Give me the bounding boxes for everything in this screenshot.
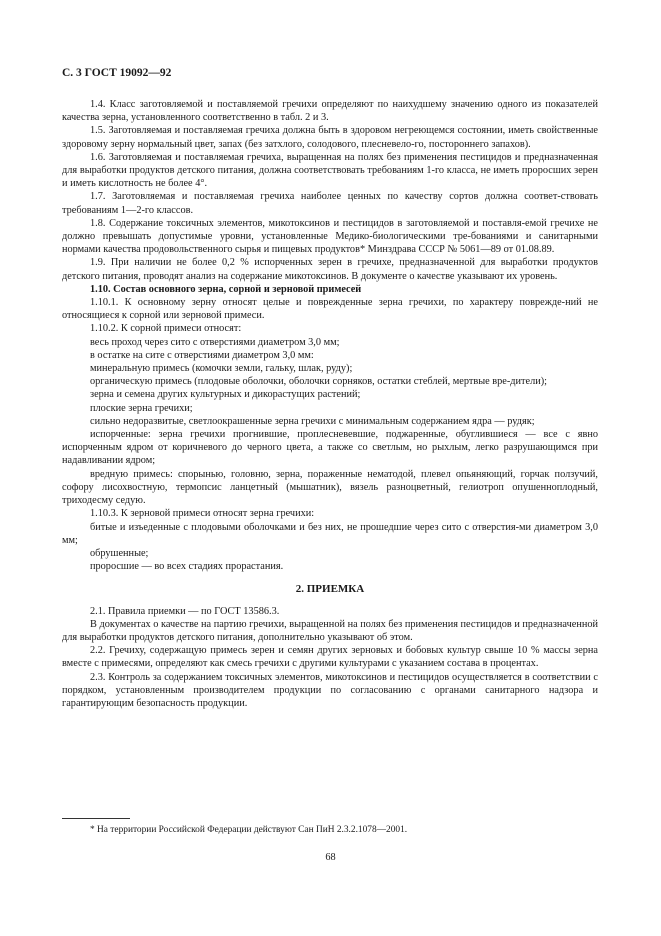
paragraph-1-8: 1.8. Содержание токсичных элементов, микотоксинов и пестицидов в заготовляемой и поставля-емой гречихе не должно превышать допустимые уровни, установленные Медико-биологическими тре-бованиями и санитарными нормами качества продовольственного сырья и пищевых продуктов* Минздрава СССР № 5061—89 от 01.08.89. [62,217,598,256]
paragraph-2-1: 2.1. Правила приемки — по ГОСТ 13586.3. [90,605,280,617]
paragraph-1-10-3: 1.10.3. К зерновой примеси относят зерна гречихи: [90,508,315,520]
running-header: С. 3 ГОСТ 19092—92 [62,67,172,79]
list-item: вредную примесь: спорынью, головню, зерна, пораженные нематодой, плевел опьяняющий, горчак ползучий, софору лисохвостную, термопсис ланцетный (мышатник), вязель разноцветный, гелиотроп опушеннoплодный, триходесму седую. [62,468,598,507]
paragraph-2-2: 2.2. Гречиху, содержащую примесь зерен и семян других зерновых и бобовых культур свыше 10 % массы зерна вместе с примесями, определяют как смесь гречихи с другими культурами с указанием состава в процентах. [62,645,598,670]
paragraph-1-5: 1.5. Заготовляемая и поставляемая гречиха должна быть в здоровом негреющемся состоянии, иметь свойственные здоровому зерну нормальный цвет, запах (без затхлого, солодового, плесневело-го, постороннего запахов). [62,125,598,150]
paragraph-1-6: 1.6. Заготовляемая и поставляемая гречиха, выращенная на полях без применения пестицидов и предназначенная для выработки продуктов детского питания, должна соответствовать требованиям 1-го класса, не иметь проросших зерен и иметь кислотность не более 4°. [62,151,598,190]
paragraph-1-7: 1.7. Заготовляемая и поставляемая гречиха наиболее ценных по качеству сортов должна соответ-ствовать требованиям 1—2-го классов. [62,191,598,216]
list-item: весь проход через сито с отверстиями диаметром 3,0 мм; [90,336,340,348]
list-item: органическую примесь (плодовые оболочки, оболочки сорняков, остатки стеблей, мертвые вре-дители); [90,376,548,388]
body-text [62,98,598,710]
subsection-heading-1-10: 1.10. Состав основного зерна, сорной и зерновой примесей [90,283,362,295]
paragraph-1-10-2: 1.10.2. К сорной примеси относят: [90,323,242,335]
footnote-separator [62,818,130,819]
list-item: в остатке на сите с отверстиями диаметром 3,0 мм: [90,349,314,361]
list-item: минеральную примесь (комочки земли, гальку, шлак, руду); [90,363,353,375]
paragraph-1-10-1: 1.10.1. К основному зерну относят целые и поврежденные зерна гречихи, по характеру поврежде-ний не относящиеся к сорной или зерновой примеси. [62,297,598,322]
list-item: сильно недоразвитые, светлоокрашенные зерна гречихи с минимальным содержанием ядра — рудяк; [90,415,535,427]
paragraph-2-1-note: В документах о качестве на партию гречихи, выращенной на полях без применения пестицидов и предназначенной для выработки продуктов детского питания, дополнительно указывают об этом. [62,618,598,643]
paragraph-1-9: 1.9. При наличии не более 0,2 % испорченных зерен в гречихе, предназначенной для выработки продуктов детского питания, проводят анализ на содержание микотоксинов. В документе о качестве указывают их уровень. [62,257,598,282]
list-item: обрушенные; [90,547,149,559]
list-item: испорченные: зерна гречихи прогнившие, проплесневевшие, поджаренные, обуглившиеся — все с явно испорченным ядром от коричневого до черного цвета, а также со светлым, но рыхлым, легко разрушающимся при надавливании ядром; [62,429,598,467]
list-item: зерна и семена других культурных и дикорастущих растений; [90,389,361,401]
paragraph-2-3: 2.3. Контроль за содержанием токсичных элементов, микотоксинов и пестицидов осуществляется в соответствии с порядком, установленным производителем продукции по согласованию с органами санитарного надзора и гарантирующим безопасность продукции. [62,671,598,709]
paragraph-1-4: 1.4. Класс заготовляемой и поставляемой гречихи определяют по наихудшему значению одного из показателей качества зерна, установленного соответственно в табл. 2 и 3. [62,99,598,124]
section-heading-2: 2. ПРИЕМКА [295,583,365,596]
page-number: 68 [325,852,336,863]
list-item: плоские зерна гречихи; [90,402,193,414]
list-item: проросшие — во всех стадиях прорастания. [90,561,284,573]
list-item: битые и изъеденные с плодовыми оболочками и без них, не прошедшие через сито с отверстия-ми диаметром 3,0 мм; [62,521,598,546]
footnote: * На территории Российской Федерации действуют Сан ПиН 2.3.2.1078—2001. [90,825,408,835]
